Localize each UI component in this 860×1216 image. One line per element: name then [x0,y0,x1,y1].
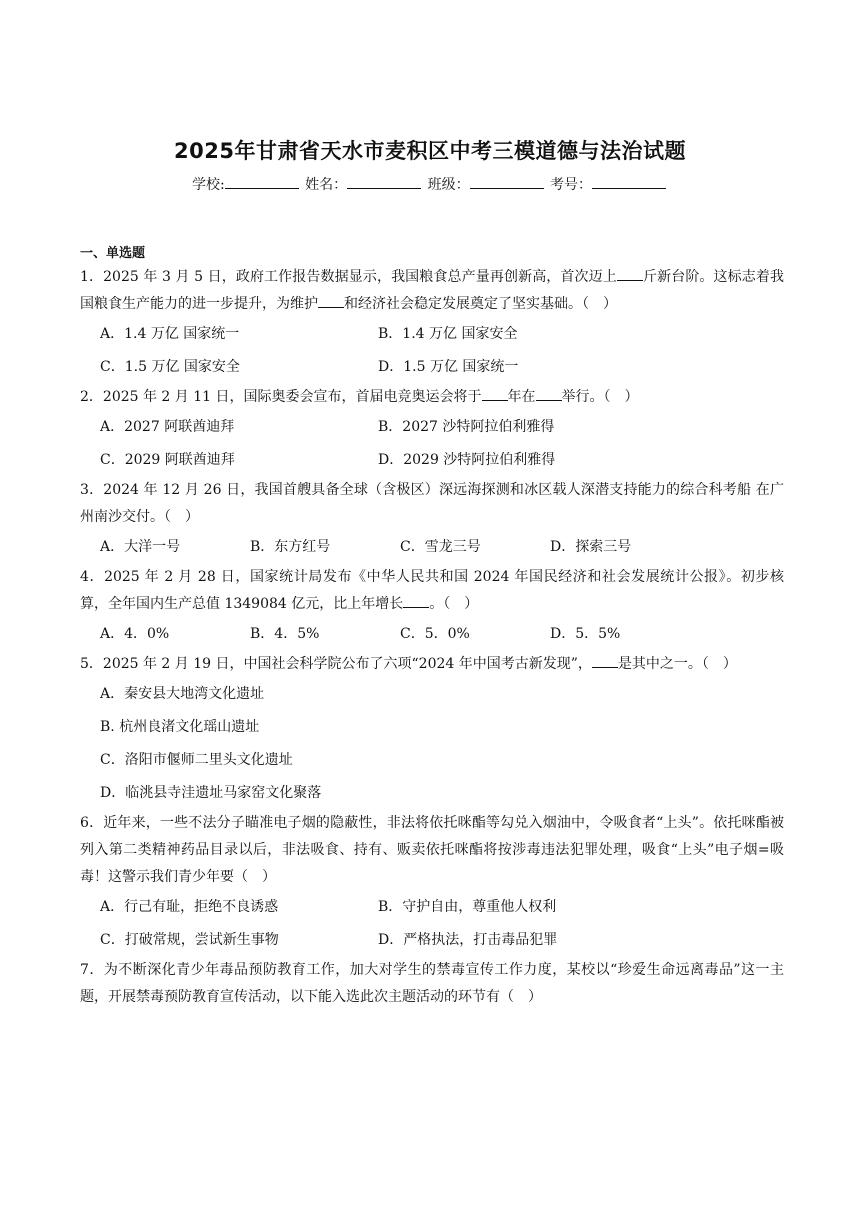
answer-blank [536,388,562,401]
question-1 [80,264,784,384]
answer-option: C．2029 阿联酋迪拜 [100,452,235,468]
answer-option: C．5．0% [400,626,470,642]
option-group [80,618,784,651]
name-label: 姓名： [305,177,348,193]
question-7 [80,957,784,1011]
answer-option: A．1.4 万亿 国家统一 [100,326,240,342]
question-list [80,264,784,1011]
question-text: 3．2024 年 12 月 26 日，我国首艘具备全球（含极区）深远海探测和冰区载人深潜支持能力的综合科考船 在广州南沙交付。（ ） [80,482,784,525]
page-title: 2025年甘肃省天水市麦积区中考三模道德与法治试题 [174,139,686,163]
school-blank [225,176,299,189]
section-heading: 一、单选题 [80,246,146,261]
answer-option: A．大洋一号 [100,539,181,555]
question-4 [80,564,784,651]
answer-option: A．行己有耻，拒绝不良诱惑 [100,899,279,915]
question-stem [80,957,784,1011]
question-text: 7．为不断深化青少年毒品预防教育工作，加大对学生的禁毒宣传工作力度，某校以“珍爱生命远离毒品”这一主题，开展禁毒预防教育宣传活动，以下能入选此次主题活动的环节有（ ） [80,962,784,1005]
answer-option: B．1.4 万亿 国家安全 [378,326,518,342]
answer-option: C．1.5 万亿 国家安全 [100,359,240,375]
question-text: 年在 [507,389,536,405]
option-group [80,411,784,477]
question-text: 2．2025 年 2 月 11 日，国际奥委会宣布，首届电竞奥运会将于 [80,389,482,405]
student-info-line [0,174,860,194]
question-text: 是其中之一。（ ） [617,656,737,672]
option-group [80,318,784,384]
option-group [80,891,784,957]
answer-option: D．5．5% [550,626,621,642]
answer-option: D．1.5 万亿 国家统一 [378,359,519,375]
answer-option: B．4．5% [250,626,320,642]
exam-no-blank [592,176,666,189]
question-2 [80,384,784,477]
school-label: 学校: [191,177,225,193]
name-blank [347,176,421,189]
question-text: 1．2025 年 3 月 5 日，政府工作报告数据显示，我国粮食总产量再创新高，首次迈上 [80,269,617,285]
question-3 [80,477,784,564]
answer-blank [482,388,508,401]
answer-blank [592,655,618,668]
answer-option: B. 杭州良渚文化瑶山遗址 [100,719,260,735]
question-stem [80,477,784,531]
question-text: 斤新台阶。这标志着我国粮食生产能力的进一步提升，为维护 [80,269,784,312]
answer-option: D．探索三号 [550,539,632,555]
option-group [80,531,784,564]
answer-blank [403,595,429,608]
answer-option: B．2027 沙特阿拉伯利雅得 [378,419,555,435]
answer-option: D．临洮县寺洼遗址马家窑文化聚落 [100,785,322,801]
question-stem [80,651,784,678]
question-stem [80,810,784,891]
exam-no-label: 考号： [550,177,593,193]
question-text: 5．2025 年 2 月 19 日，中国社会科学院公布了六项“2024 年中国考古新发现”， [80,656,592,672]
answer-blank [318,295,344,308]
answer-option: A．4．0% [100,626,170,642]
question-stem [80,384,784,411]
question-text: 6．近年来，一些不法分子瞄准电子烟的隐蔽性，非法将依托咪酯等勾兑入烟油中，令吸食者“上头”。依托咪酯被列入第二类精神药品目录以后，非法吸食、持有、贩卖依托咪酯将按涉毒违法犯罪处理，吸食“上头”电子烟=吸毒！这警示我们青少年要（ ） [80,815,784,885]
class-blank [470,176,544,189]
class-label: 班级： [427,177,470,193]
question-text: 和经济社会稳定发展奠定了坚实基础。（ ） [344,296,617,312]
option-group [80,678,784,810]
question-text: 4．2025 年 2 月 28 日，国家统计局发布《中华人民共和国 2024 年国民经济和社会发展统计公报》。初步核算，全年国内生产总值 1349084 亿元，比上年增长 [80,569,784,612]
answer-option: A．秦安县大地湾文化遗址 [100,686,265,702]
question-5 [80,651,784,810]
question-stem [80,264,784,318]
answer-option: C．打破常规，尝试新生事物 [100,932,279,948]
question-6 [80,810,784,957]
answer-option: C．洛阳市偃师二里头文化遗址 [100,752,293,768]
question-stem [80,564,784,618]
answer-option: C．雪龙三号 [400,539,481,555]
answer-blank [617,268,643,281]
answer-option: D．2029 沙特阿拉伯利雅得 [378,452,556,468]
answer-option: B．东方红号 [250,539,331,555]
question-text: 。（ ） [429,596,479,612]
answer-option: A．2027 阿联酋迪拜 [100,419,235,435]
answer-option: B．守护自由，尊重他人权利 [378,899,557,915]
question-text: 举行。（ ） [561,389,639,405]
answer-option: D．严格执法，打击毒品犯罪 [378,932,558,948]
